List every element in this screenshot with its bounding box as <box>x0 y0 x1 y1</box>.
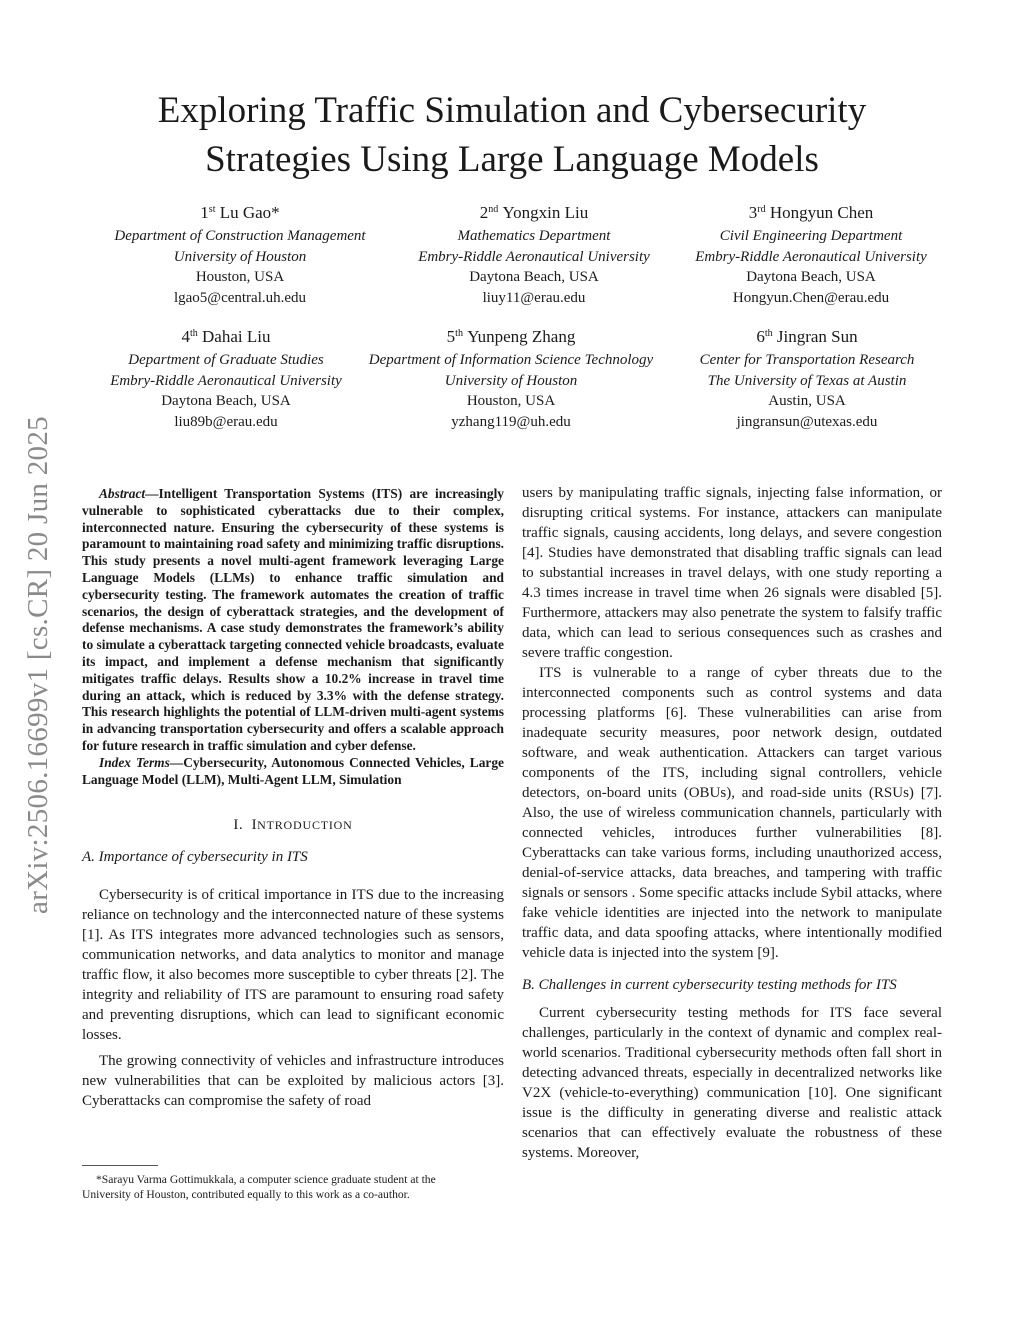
body-paragraph: Current cybersecurity testing methods for ITS face several challenges, particularly in the context of dynamic and complex real-world scenarios. Traditional cybersecurity methods often fall short in detecting advanced threats, especially in decentralized networks like V2X (vehicle-to-everything) communication [10]. One significant issue is the difficulty in generating diverse and realistic attack scenarios that can effectively evaluate the robustness of these systems. Moreover, <box>522 1005 942 1161</box>
author-name: 4th Dahai Liu <box>181 327 271 346</box>
index-terms-text: —Cybersecurity, Autonomous Connected Vehicles, Large Language Model (LLM), Multi-Agent LLM, Simulation <box>82 754 504 787</box>
author-block-5 <box>351 325 671 432</box>
author-org: Embry-Riddle Aeronautical University <box>110 372 342 389</box>
author-org: Embry-Riddle Aeronautical University <box>695 248 927 265</box>
abstract-text: —Intelligent Transportation Systems (ITS) are increasingly vulnerable to sophisticated cyberattacks due to their complex, interconnected nature. Ensuring the cybersecurity of these systems is paramount to maintaining road safety and minimizing traffic disruptions. This study presents a novel multi-agent framework leveraging Large Language Models (LLMs) to enhance traffic simulation and cybersecurity testing. The framework automates the creation of traffic scenarios, the design of cyberattack strategies, and the development of defense mechanisms. A case study demonstrates the framework’s ability to simulate a cyberattack targeting connected vehicle broadcasts, evaluate its impact, and implement a defense mechanism that significantly mitigates traffic delays. Results show a 10.2% increase in travel time during an attack, which is reduced by 3.3% with the defense strategy. This research highlights the potential of LLM-driven multi-agent systems in advancing transportation cybersecurity and offers a scalable approach for future research in traffic simulation and cyber defense. <box>82 486 504 753</box>
author-email[interactable]: liu89b@erau.edu <box>174 413 278 430</box>
title-line-1: Exploring Traffic Simulation and Cybersecurity <box>157 90 867 131</box>
abstract <box>82 486 504 755</box>
right-column <box>522 483 942 1163</box>
body-paragraph: ITS is vulnerable to a range of cyber threats due to the interconnected components such as control systems and data processing platforms [6]. These vulnerabilities can arise from inadequate security measures, poor network design, outdated software, and weak authentication. Attackers can target various components of the ITS, including signal controllers, vehicle detectors, on-board units (OBUs), and road-side units (RSUs) [7]. Also, the use of wireless communication channels, particularly with connected vehicles, introduces further vulnerabilities [8]. Cyberattacks can take various forms, including unauthorized access, denial-of-service attacks, data breaches, and tampering with traffic signals or sensors . Some specific attacks include Sybil attacks, where fake vehicle identities are injected into the network to manipulate traffic data, and data spoofing attacks, where intentionally modified vehicle data is injected into the system [9]. <box>522 665 942 961</box>
abstract-label: Abstract <box>99 486 146 501</box>
author-city: Houston, USA <box>195 269 285 285</box>
author-email[interactable]: lgao5@central.uh.edu <box>173 289 307 306</box>
section-heading-introduction: I. INTRODUCTION <box>233 817 353 834</box>
author-dept: Center for Transportation Research <box>699 352 915 368</box>
author-name: 3rd Hongyun Chen <box>748 203 874 222</box>
body-paragraph: Cybersecurity is of critical importance in ITS due to the increasing reliance on technology and the interconnected nature of these systems [1]. As ITS integrates more advanced technologies such as sensors, communication networks, and data analytics to monitor and manage traffic flow, it also becomes more susceptible to cyber threats [2]. The integrity and reliability of ITS are paramount to ensuring road safety and preventing disruptions, which can lead to significant economic losses. <box>82 887 504 1044</box>
index-terms-label: Index Terms <box>99 754 170 770</box>
author-email[interactable]: jingransun@utexas.edu <box>736 413 878 430</box>
author-name: 5th Yunpeng Zhang <box>446 327 576 346</box>
subsection-heading-b: B. Challenges in current cybersecurity testing methods for ITS <box>522 977 897 993</box>
author-city: Daytona Beach, USA <box>746 269 876 285</box>
author-block-4 <box>66 325 386 432</box>
author-block-2 <box>374 201 694 308</box>
author-org: The University of Texas at Austin <box>707 372 907 389</box>
author-email[interactable]: liuy11@erau.edu <box>482 289 586 306</box>
author-block-6 <box>647 325 967 432</box>
footnote-rule <box>82 1165 158 1166</box>
author-block-1 <box>80 201 400 308</box>
author-city: Austin, USA <box>768 393 846 409</box>
author-dept: Department of Information Science Technology <box>368 352 654 368</box>
author-name: 1st Lu Gao* <box>200 203 280 222</box>
author-city: Daytona Beach, USA <box>469 269 599 285</box>
index-terms <box>82 755 504 789</box>
body-paragraph: users by manipulating traffic signals, injecting false information, or disrupting critical systems. For instance, attackers can manipulate traffic signals, causing accidents, long delays, and severe congestion [4]. Studies have demonstrated that disabling traffic signals can lead to substantial increases in travel delays, with one study reporting a 4.3 times increase in travel time when 26 signals were disabled [5]. Furthermore, attackers may also penetrate the system to falsify traffic data, which can lead to serious consequences such as crashes and severe traffic congestion. <box>522 485 942 661</box>
footnote-line-2: University of Houston, contributed equally to this work as a co-author. <box>82 1188 410 1201</box>
arxiv-side-label[interactable]: arXiv:2506.16699v1 [cs.CR] 20 Jun 2025 <box>22 416 54 914</box>
author-org: Embry-Riddle Aeronautical University <box>418 248 650 265</box>
author-org: University of Houston <box>173 248 307 265</box>
author-dept: Department of Construction Management <box>114 228 366 244</box>
footnote-line-1: *Sarayu Varma Gottimukkala, a computer science graduate student at the <box>96 1173 436 1186</box>
author-dept: Mathematics Department <box>457 228 611 244</box>
subsection-heading-a: A. Importance of cybersecurity in ITS <box>82 849 308 866</box>
footnote <box>82 1172 504 1202</box>
author-city: Houston, USA <box>466 393 556 409</box>
author-name: 6th Jingran Sun <box>756 327 858 346</box>
author-dept: Civil Engineering Department <box>719 228 903 244</box>
left-column <box>82 486 504 1111</box>
author-email[interactable]: Hongyun.Chen@erau.edu <box>732 289 890 306</box>
author-city: Daytona Beach, USA <box>161 393 291 409</box>
author-name: 2nd Yongxin Liu <box>479 203 589 222</box>
paper-title <box>90 86 934 184</box>
author-email[interactable]: yzhang119@uh.edu <box>451 413 571 430</box>
author-dept: Department of Graduate Studies <box>128 352 324 368</box>
title-line-2: Strategies Using Large Language Models <box>205 139 819 180</box>
author-org: University of Houston <box>444 372 578 389</box>
author-block-3 <box>651 201 971 308</box>
body-paragraph: The growing connectivity of vehicles and infrastructure introduces new vulnerabilities that can be exploited by malicious actors [3]. Cyberattacks can compromise the safety of road <box>82 1053 504 1110</box>
